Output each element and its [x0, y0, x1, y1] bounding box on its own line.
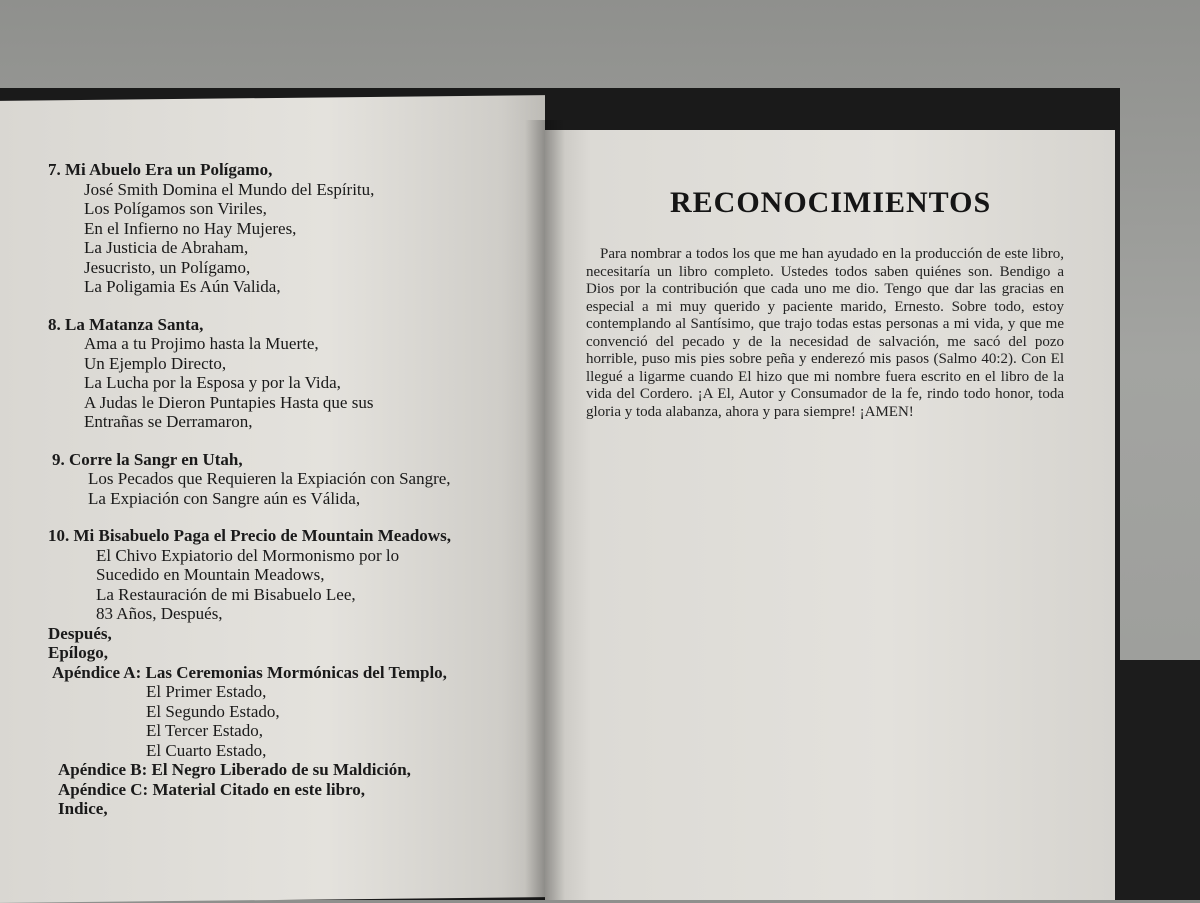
- book-gutter: [525, 120, 565, 900]
- chapter-item: En el Infierno no Hay Mujeres,: [84, 218, 297, 238]
- chapter-item: La Restauración de mi Bisabuelo Lee,: [96, 584, 356, 604]
- chapter-title: 9. Corre la Sangr en Utah,: [52, 449, 243, 469]
- toc-entry: Epílogo,: [48, 643, 108, 662]
- chapter-item: La Justicia de Abraham,: [84, 238, 249, 257]
- acknowledgements-text: [586, 246, 1064, 421]
- chapter-item: Jesucristo, un Polígamo,: [84, 257, 251, 277]
- chapter-item: Ama a tu Projimo hasta la Muerte,: [84, 334, 319, 353]
- chapter-item: Un Ejemplo Directo,: [84, 353, 227, 373]
- appendix-title: Apéndice C: Material Citado en este libro,: [58, 779, 366, 799]
- table-of-contents: [48, 160, 451, 819]
- chapter-item: La Poligamia Es Aún Valida,: [84, 277, 281, 296]
- appendix-title: Apéndice A: Las Ceremonias Mormónicas del Templo,: [52, 662, 447, 682]
- chapter-item: Entrañas se Derramaron,: [84, 412, 253, 431]
- page-title: RECONOCIMIENTOS: [670, 186, 992, 219]
- chapter-item: 83 Años, Después,: [96, 604, 223, 623]
- chapter-item: José Smith Domina el Mundo del Espíritu,: [84, 179, 375, 199]
- body-paragraph: Para nombrar a todos los que me han ayudado en la producción de este libro, necesitaría un libro completo. Ustedes todos saben quiénes son. Bendigo a Dios por la contribución que cada uno me dio. Tengo que dar las gracias en especial a mi muy querido y paciente marido, Ernesto. Sobre todo, estoy contemplando al Santísimo, que trajo todas estas personas a mi vida, y que me convenció del pecado y de la necesidad de salvación, me sacó del pozo horrible, puso mis pies sobre peña y enderezó mis pasos (Salmo 40:2). Con El llegué a ligarme cuando El hizo que mi nombre fuera escrito en el libro de la vida del Cordero. ¡A El, Autor y Consumador de la fe, rindo todo honor, toda gloria y toda alabanza, ahora y para siempre! ¡AMEN!: [586, 246, 1064, 420]
- chapter-item: La Expiación con Sangre aún es Válida,: [88, 488, 361, 508]
- chapter-item: Sucedido en Mountain Meadows,: [96, 565, 325, 584]
- chapter-item: Los Pecados que Requieren la Expiación con Sangre,: [88, 469, 451, 488]
- appendix-title: Apéndice B: El Negro Liberado de su Maldición,: [58, 760, 411, 779]
- appendix-item: El Segundo Estado,: [146, 701, 280, 721]
- appendix-item: El Cuarto Estado,: [146, 740, 267, 760]
- chapter-item: Los Polígamos son Viriles,: [84, 199, 267, 218]
- chapter-title: 7. Mi Abuelo Era un Polígamo,: [48, 160, 273, 179]
- toc-entry: Indice,: [58, 799, 108, 818]
- toc-entry: Después,: [48, 623, 112, 643]
- appendix-item: El Tercer Estado,: [146, 721, 263, 740]
- chapter-item: El Chivo Expiatorio del Mormonismo por lo: [96, 545, 400, 565]
- chapter-title: 10. Mi Bisabuelo Paga el Precio de Mountain Meadows,: [48, 526, 451, 545]
- chapter-item: A Judas le Dieron Puntapies Hasta que sus: [84, 392, 374, 412]
- appendix-item: El Primer Estado,: [146, 682, 267, 701]
- chapter-title: 8. La Matanza Santa,: [48, 314, 204, 334]
- chapter-item: La Lucha por la Esposa y por la Vida,: [84, 373, 341, 392]
